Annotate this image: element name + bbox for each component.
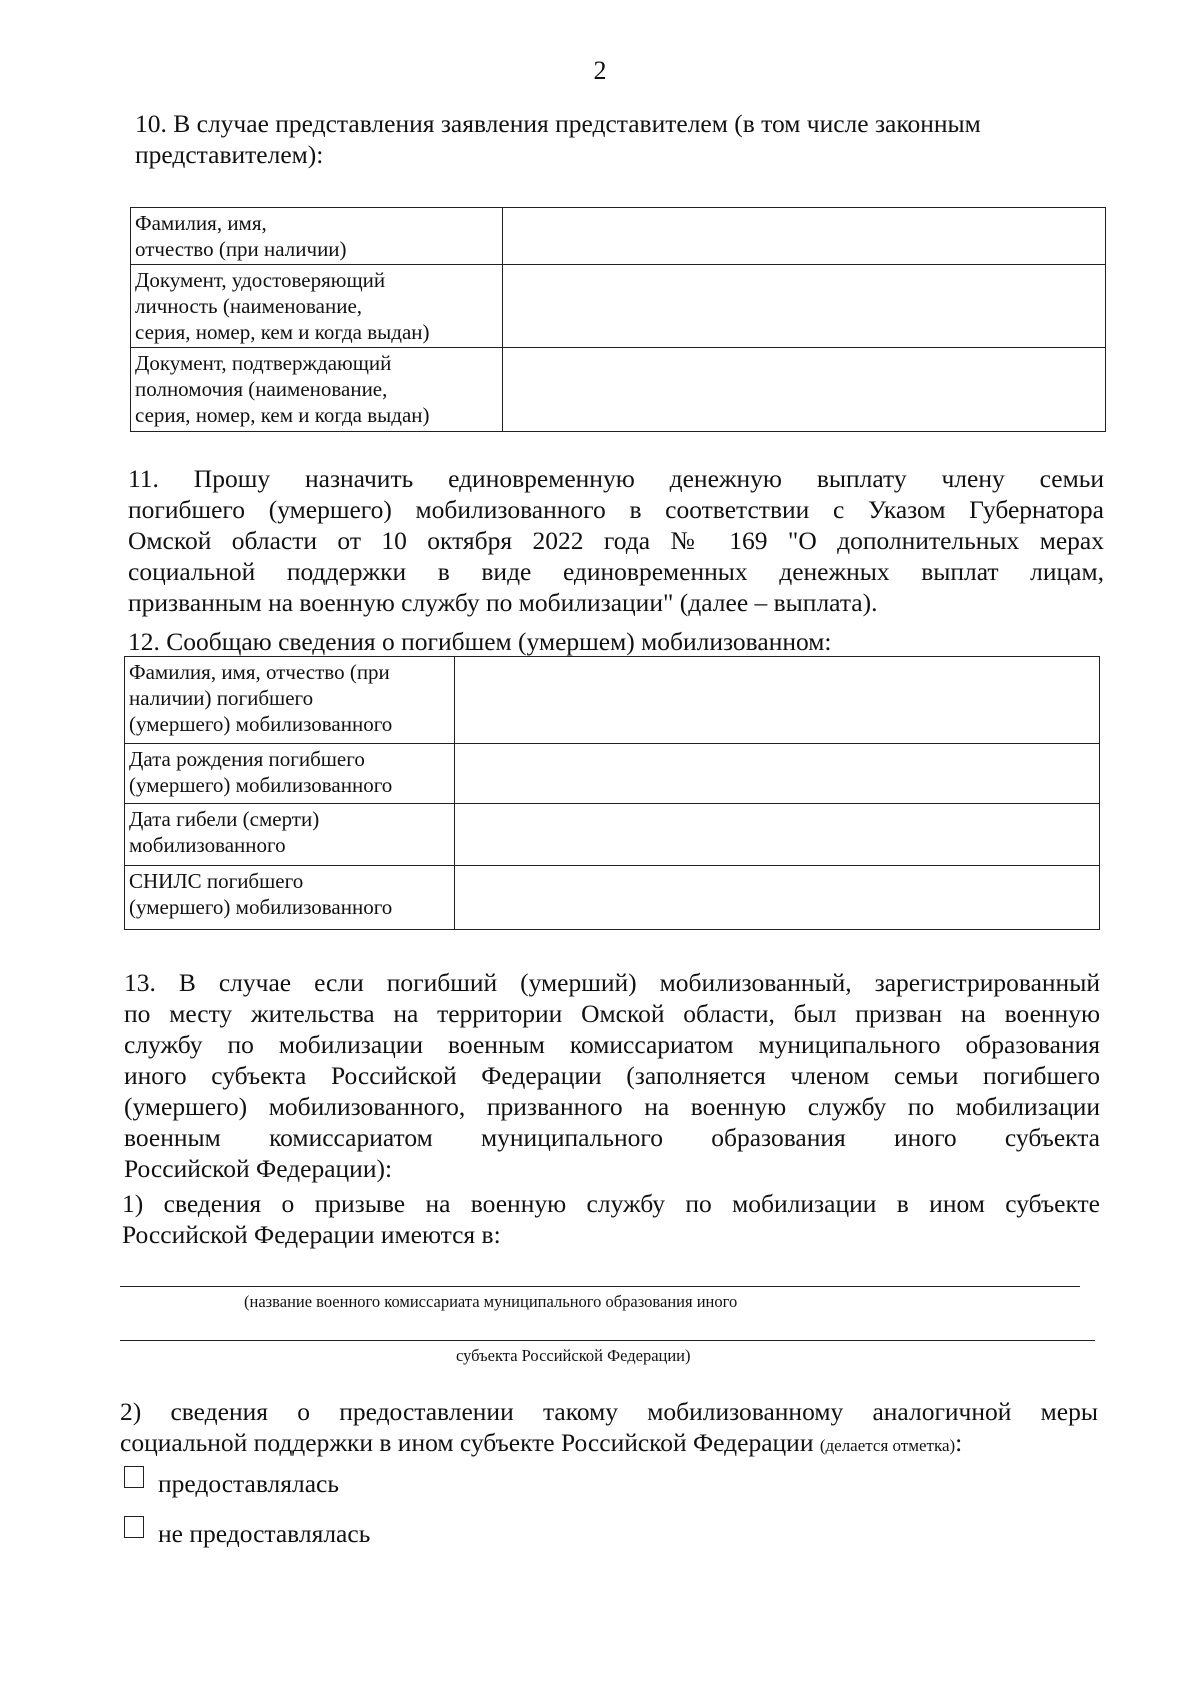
item-1-line: Российской Федерации имеются в: bbox=[122, 1220, 501, 1249]
section-11-line: погибшего (умершего) мобилизованного в соответствии с Указом Губернатора bbox=[128, 495, 1104, 524]
section-13-line: по месту жительства на территории Омской области, был призван на военную bbox=[124, 999, 1100, 1028]
section-11-line: призванным на военную службу по мобилизации" (далее – выплата). bbox=[128, 588, 878, 617]
deceased-info-table bbox=[124, 656, 1100, 930]
section-12-title: 12. Сообщаю сведения о погибшем (умершем) мобилизованном: bbox=[128, 627, 832, 656]
section-13-line: иного субъекта Российской Федерации (заполняется членом семьи погибшего bbox=[124, 1061, 1100, 1090]
representative-authority-document-label: Документ, подтверждающий полномочия (наименование, серия, номер, кем и когда выдан) bbox=[131, 348, 503, 432]
deceased-death-date-field[interactable] bbox=[455, 804, 1100, 866]
representative-table bbox=[130, 207, 1106, 432]
page-number: 2 bbox=[593, 56, 607, 85]
deceased-snils-label: СНИЛС погибшего (умершего) мобилизованного bbox=[125, 866, 455, 930]
table-row bbox=[131, 348, 1106, 432]
deceased-snils-field[interactable] bbox=[455, 866, 1100, 930]
mark-note: (делается отметка) bbox=[819, 1436, 956, 1455]
representative-id-document-label: Документ, удостоверяющий личность (наименование, серия, номер, кем и когда выдан) bbox=[131, 265, 503, 348]
deceased-birth-date-label: Дата рождения погибшего (умершего) мобилизованного bbox=[125, 744, 455, 804]
section-10-text bbox=[135, 108, 1075, 170]
military-commissariat-field-line-2[interactable] bbox=[120, 1340, 1095, 1341]
deceased-full-name-label: Фамилия, имя, отчество (при наличии) погибшего (умершего) мобилизованного bbox=[125, 657, 455, 744]
section-11-line: социальной поддержки в виде единовременных денежных выплат лицам, bbox=[128, 557, 1104, 586]
section-13-line: Российской Федерации): bbox=[124, 1154, 393, 1183]
representative-authority-document-field[interactable] bbox=[503, 348, 1106, 432]
table-row bbox=[125, 744, 1100, 804]
table-row bbox=[125, 804, 1100, 866]
representative-id-document-field[interactable] bbox=[503, 265, 1106, 348]
section-13-text bbox=[124, 967, 1100, 1184]
not-provided-checkbox[interactable] bbox=[124, 1516, 144, 1538]
section-13-line: военным комиссариатом муниципального образования иного субъекта bbox=[124, 1123, 1100, 1152]
section-13-item-1 bbox=[122, 1188, 1100, 1250]
table-row bbox=[131, 265, 1106, 348]
deceased-death-date-label: Дата гибели (смерти) мобилизованного bbox=[125, 804, 455, 866]
deceased-full-name-field[interactable] bbox=[455, 657, 1100, 744]
military-commissariat-field-line-1[interactable] bbox=[120, 1286, 1080, 1287]
deceased-birth-date-field[interactable] bbox=[455, 744, 1100, 804]
military-commissariat-caption-2: субъекта Российской Федерации) bbox=[456, 1346, 691, 1365]
section-13-item-2 bbox=[120, 1396, 1098, 1461]
item-1-line: 1) сведения о призыве на военную службу по мобилизации в ином субъекте bbox=[122, 1189, 1100, 1218]
not-provided-option-label: не предоставлялась bbox=[158, 1519, 371, 1548]
representative-name-label: Фамилия, имя, отчество (при наличии) bbox=[131, 208, 503, 265]
table-row bbox=[125, 657, 1100, 744]
section-13-line: 13. В случае если погибший (умерший) мобилизованный, зарегистрированный bbox=[124, 968, 1100, 997]
provided-option-label: предоставлялась bbox=[158, 1469, 339, 1498]
military-commissariat-caption-1: (название военного комиссариата муниципального образования иного bbox=[244, 1292, 738, 1311]
section-10-line: представителем): bbox=[135, 140, 324, 169]
item-2-line: социальной поддержки в ином субъекте Российской Федерации (делается отметка): bbox=[120, 1428, 963, 1457]
section-13-line: (умершего) мобилизованного, призванного на военную службу по мобилизации bbox=[124, 1092, 1100, 1121]
section-11-line: Омской области от 10 октября 2022 года № 169 "О дополнительных мерах bbox=[128, 526, 1104, 555]
item-2-line: 2) сведения о предоставлении такому мобилизованному аналогичной меры bbox=[120, 1397, 1098, 1426]
representative-name-field[interactable] bbox=[503, 208, 1106, 265]
section-11-line: 11. Прошу назначить единовременную денежную выплату члену семьи bbox=[128, 464, 1104, 493]
section-11-text bbox=[128, 463, 1104, 618]
section-10-line: 10. В случае представления заявления представителем (в том числе законным bbox=[135, 109, 981, 138]
table-row bbox=[125, 866, 1100, 930]
table-row bbox=[131, 208, 1106, 265]
section-13-line: службу по мобилизации военным комиссариатом муниципального образования bbox=[124, 1030, 1100, 1059]
provided-checkbox[interactable] bbox=[124, 1466, 144, 1488]
